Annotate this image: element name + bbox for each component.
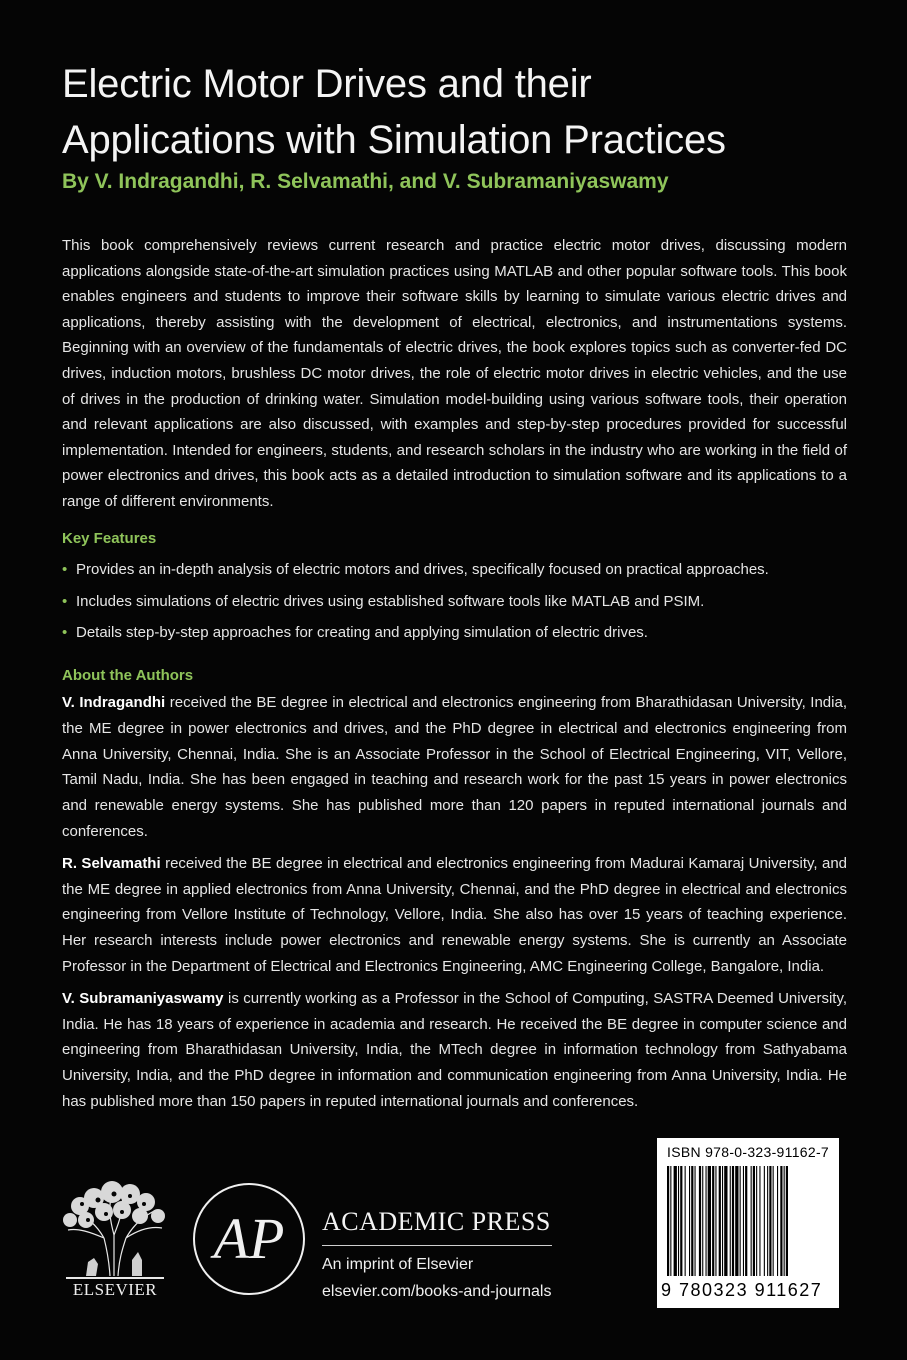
book-description: This book comprehensively reviews current research and practice electric motor drives, discussing modern applications alongside state-of-the-art simulation practices using MATLAB and other popular software tools. This book enables engineers and students to improve their software skills by learning to simulate various electric drives and applications, thereby assisting with the development of electrical, electronics, and instrumentations systems. Beginning with an overview of the fundamentals of electric drives, the book explores topics such as converter-fed DC drives, induction motors, brushless DC motor drives, the role of electric motor drives in electric vehicles, and the use of drives in the production of drinking water. Simulation model-building using various software tools, their operation and relevant applications are also discussed, with examples and step-by-step procedures provided for successful implementation. Intended for engineers, students, and research scholars in the industry who are working in the field of power electronics and drives, this book acts as a detailed introduction to simulation software and its applications to a range of different environments. bbox=[62, 237, 847, 510]
barcode-bar bbox=[715, 1166, 716, 1276]
barcode-bar bbox=[722, 1166, 723, 1276]
author-bio-indragandhi bbox=[62, 690, 847, 845]
barcode-bar bbox=[777, 1166, 778, 1276]
book-title bbox=[62, 56, 882, 168]
barcode-bar bbox=[751, 1166, 752, 1276]
barcode-bar bbox=[740, 1166, 741, 1276]
author-name: R. Selvamathi bbox=[62, 854, 161, 872]
key-feature-item bbox=[62, 592, 852, 612]
author-name: V. Indragandhi bbox=[62, 694, 166, 711]
key-feature-item bbox=[62, 623, 852, 643]
authors-line: By V. Indragandhi, R. Selvamathi, and V. Subramaniyaswamy bbox=[62, 170, 669, 193]
academic-press-ap-logo-icon bbox=[192, 1182, 306, 1296]
publisher-website: elsevier.com/books-and-journals bbox=[322, 1283, 552, 1300]
author-bio-text: received the BE degree in electrical and electronics engineering from Bharathidasan University, India, the ME degree in power electronics and drives, and the PhD degree in electrical and electronics engineering from Anna University, Chennai, India. She is an Associate Professor in the School of Electrical Engineering, VIT, Vellore, Tamil Nadu, India. She has been engaged in teaching and research work for the past 15 years in power electronics and renewable energy systems. She has published more than 120 papers in reputed international journals and conferences. bbox=[62, 694, 847, 840]
barcode-bar bbox=[764, 1166, 765, 1276]
isbn-label: ISBN 978-0-323-91162-7 bbox=[667, 1144, 829, 1160]
barcode-bar bbox=[767, 1166, 768, 1276]
barcode-bar bbox=[708, 1166, 711, 1276]
key-feature-item bbox=[62, 560, 852, 580]
barcode-bar bbox=[691, 1166, 693, 1276]
bullet-icon: • bbox=[62, 592, 68, 610]
author-bio-text: is currently working as a Professor in the School of Computing, SASTRA Deemed University, India. He has 18 years of experience in academia and research. He received the BE degree in computer science and engineering from Bharathidasan University, India, the MTech degree in information technology from Sathyabama University, India, and the PhD degree in information and communication engineering from Anna University, India. He has published more than 150 papers in reputed international journals and conferences. bbox=[62, 989, 847, 1110]
barcode-bar bbox=[685, 1166, 686, 1276]
author-bios bbox=[62, 690, 847, 1121]
key-features-list bbox=[62, 560, 852, 655]
barcode-bar bbox=[784, 1166, 785, 1276]
publisher-name: ACADEMIC PRESS bbox=[322, 1207, 551, 1236]
barcode-bar bbox=[674, 1166, 677, 1276]
author-bio-text: received the BE degree in electrical and electronics engineering from Madurai Kamaraj University, and the ME degree in applied electronics from Anna University, Chennai, and the PhD degree in electrical and electronics engineering from Vellore Institute of Technology, Vellore, India. She also has over 15 years of teaching experience. Her research interests include power electronics and renewable energy systems. She is currently an Associate Professor in the Department of Electrical and Electronics Engineering, AMC Engineering College, Bangalore, India. bbox=[62, 854, 847, 975]
key-feature-text: Details step-by-step approaches for creating and applying simulation of electric drives. bbox=[76, 624, 648, 641]
barcode-bar bbox=[769, 1166, 771, 1276]
book-title-line-1: Electric Motor Drives and their bbox=[62, 62, 592, 106]
ap-monogram: AP bbox=[213, 1206, 285, 1271]
barcode-bar bbox=[706, 1166, 707, 1276]
divider bbox=[322, 1245, 552, 1246]
publisher-block bbox=[322, 1207, 552, 1310]
imprint-line: An imprint of Elsevier bbox=[322, 1256, 474, 1273]
barcode-bar bbox=[753, 1166, 755, 1276]
author-bio-subramaniyaswamy bbox=[62, 986, 847, 1115]
barcode-bar bbox=[667, 1166, 669, 1276]
key-feature-text: Provides an in-depth analysis of electric motors and drives, specifically focused on practical approaches. bbox=[76, 561, 769, 578]
barcode-number: 9 780323 911627 bbox=[661, 1280, 823, 1300]
barcode-bar bbox=[756, 1166, 757, 1276]
barcode-bar bbox=[719, 1166, 721, 1276]
bullet-icon: • bbox=[62, 561, 68, 578]
barcode-bar bbox=[712, 1166, 714, 1276]
barcode-bar bbox=[695, 1166, 696, 1276]
barcode-bar bbox=[689, 1166, 690, 1276]
book-title-line-2: Applications with Simulation Practices bbox=[62, 118, 726, 162]
barcode-bar bbox=[773, 1166, 774, 1276]
bullet-icon: • bbox=[62, 624, 68, 641]
author-bio-selvamathi bbox=[62, 851, 847, 980]
barcode-bar bbox=[730, 1166, 731, 1276]
barcode-bar bbox=[702, 1166, 703, 1276]
barcode-bar bbox=[780, 1166, 782, 1276]
barcode-bar bbox=[759, 1166, 760, 1276]
elsevier-wordmark: ELSEVIER bbox=[72, 1280, 158, 1299]
barcode-bar bbox=[743, 1166, 744, 1276]
barcode-bar bbox=[745, 1166, 747, 1276]
barcode-bar bbox=[670, 1166, 671, 1276]
barcode-bar bbox=[724, 1166, 727, 1276]
barcode-bar bbox=[680, 1166, 682, 1276]
barcode-bar bbox=[678, 1166, 679, 1276]
barcode-bar bbox=[735, 1166, 738, 1276]
key-feature-text: Includes simulations of electric drives using established software tools like MATLAB and PSIM. bbox=[76, 592, 705, 610]
about-authors-heading: About the Authors bbox=[62, 667, 194, 684]
barcode-bar bbox=[786, 1166, 788, 1276]
isbn-barcode-icon bbox=[667, 1166, 831, 1276]
barcode-bar bbox=[732, 1166, 734, 1276]
isbn-barcode-box bbox=[657, 1138, 839, 1308]
barcode-bar bbox=[699, 1166, 701, 1276]
author-name: V. Subramaniyaswamy bbox=[62, 989, 224, 1007]
key-features-heading: Key Features bbox=[62, 530, 157, 547]
